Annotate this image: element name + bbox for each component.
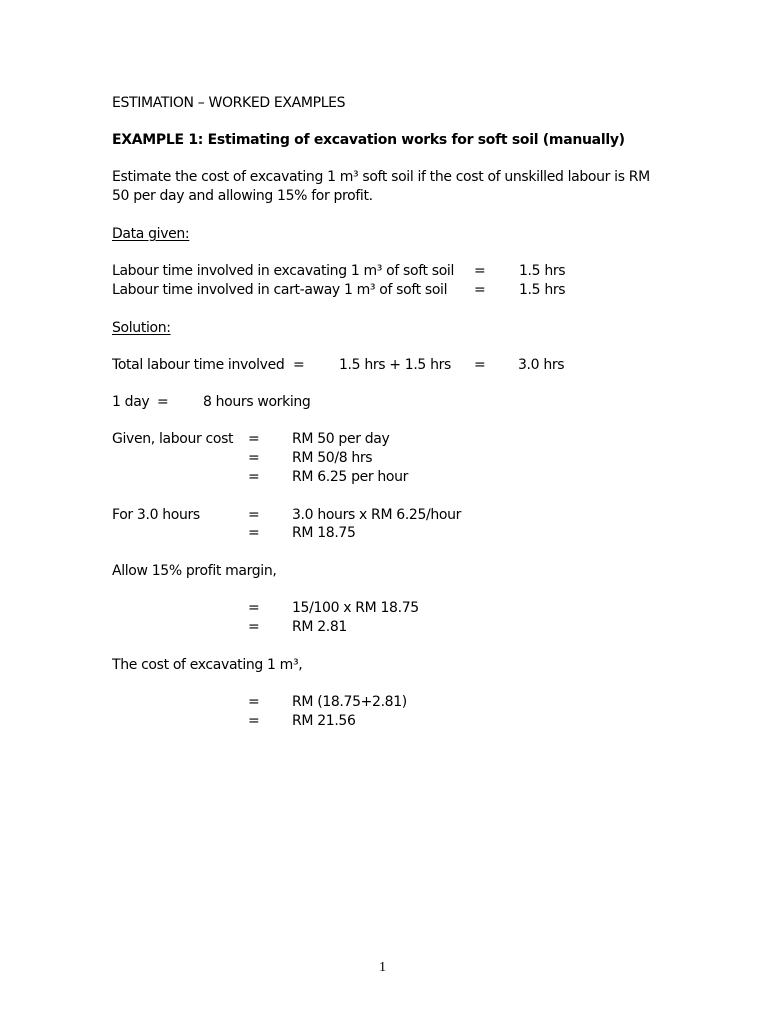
total-equals-2: = xyxy=(474,357,486,373)
hours-value: RM 18.75 xyxy=(292,525,356,541)
hours-equals: = xyxy=(248,507,260,523)
document-heading: ESTIMATION – WORKED EXAMPLES xyxy=(112,95,346,111)
labour-desc: Given, labour cost xyxy=(112,431,234,447)
hours-desc: For 3.0 hours xyxy=(112,507,200,523)
total-value: 3.0 hrs xyxy=(518,357,565,373)
day-desc: 1 day xyxy=(112,394,150,410)
example-title: EXAMPLE 1: Estimating of excavation works for soft soil (manually) xyxy=(112,132,625,148)
day-value: 8 hours working xyxy=(203,394,311,410)
labour-equals: = xyxy=(248,431,260,447)
labour-equals: = xyxy=(248,450,260,466)
profit-equals: = xyxy=(248,619,260,635)
total-desc: Total labour time involved xyxy=(112,357,285,373)
hours-equals: = xyxy=(248,525,260,541)
total-equals: = xyxy=(293,357,305,373)
data-row-value: 1.5 hrs xyxy=(519,282,566,298)
labour-value: RM 50 per day xyxy=(292,431,390,447)
cost-equals: = xyxy=(248,713,260,729)
intro-line-2: 50 per day and allowing 15% for profit. xyxy=(112,188,373,204)
cost-equals: = xyxy=(248,694,260,710)
hours-value: 3.0 hours x RM 6.25/hour xyxy=(292,507,462,523)
profit-label: Allow 15% profit margin, xyxy=(112,563,277,579)
profit-value: RM 2.81 xyxy=(292,619,347,635)
labour-equals: = xyxy=(248,469,260,485)
cost-value: RM (18.75+2.81) xyxy=(292,694,407,710)
page-number: 1 xyxy=(379,960,386,975)
cost-label: The cost of excavating 1 m³, xyxy=(112,657,303,673)
data-row-equals: = xyxy=(474,282,486,298)
data-row-value: 1.5 hrs xyxy=(519,263,566,279)
labour-value: RM 6.25 per hour xyxy=(292,469,409,485)
solution-label: Solution: xyxy=(112,320,171,336)
profit-value: 15/100 x RM 18.75 xyxy=(292,600,419,616)
data-row-desc: Labour time involved in cart-away 1 m³ of soft soil xyxy=(112,282,448,298)
labour-value: RM 50/8 hrs xyxy=(292,450,373,466)
cost-value: RM 21.56 xyxy=(292,713,356,729)
data-row-desc: Labour time involved in excavating 1 m³ of soft soil xyxy=(112,263,454,279)
intro-line-1: Estimate the cost of excavating 1 m³ soft soil if the cost of unskilled labour is RM xyxy=(112,169,650,185)
data-row-equals: = xyxy=(474,263,486,279)
day-equals: = xyxy=(157,394,169,410)
profit-equals: = xyxy=(248,600,260,616)
total-expression: 1.5 hrs + 1.5 hrs xyxy=(339,357,451,373)
data-given-label: Data given: xyxy=(112,226,190,242)
